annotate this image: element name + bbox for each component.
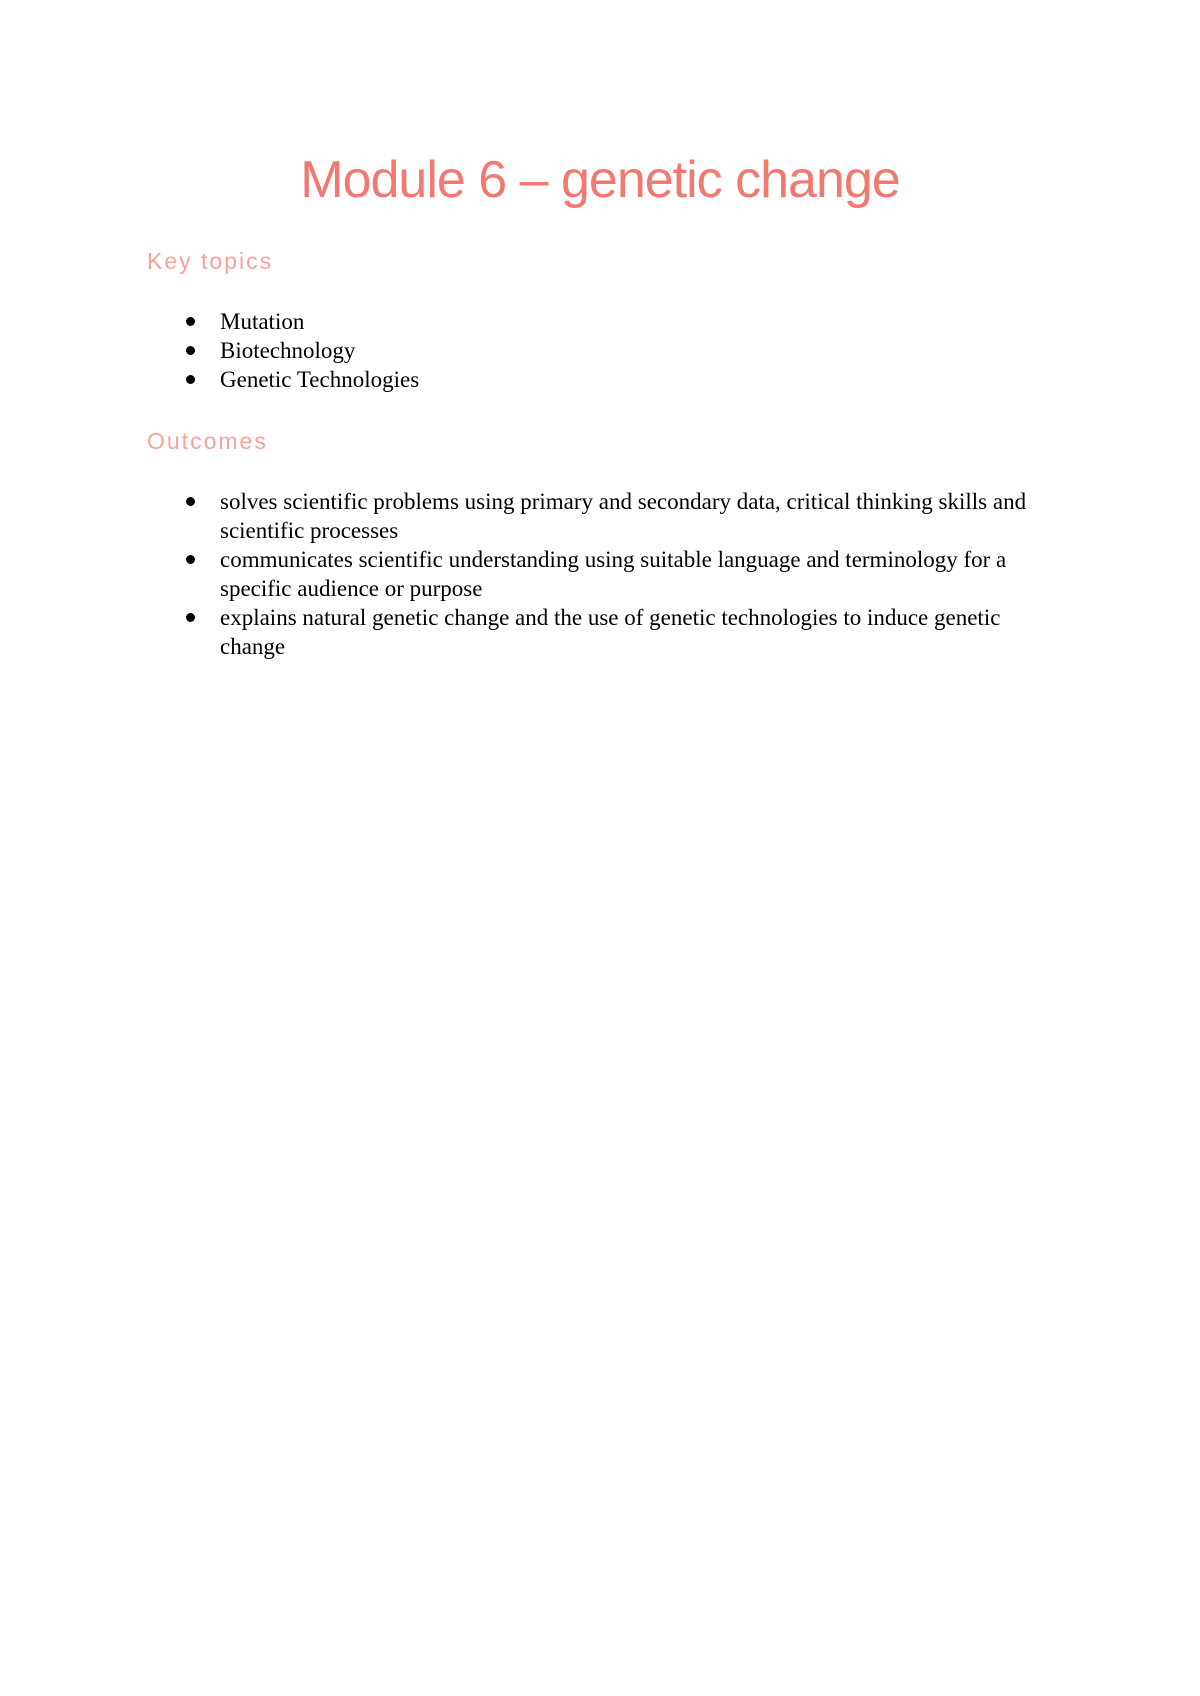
bullet-icon xyxy=(186,317,195,326)
list-item xyxy=(0,487,1060,545)
list-item xyxy=(0,365,1055,394)
bullet-icon xyxy=(186,613,195,622)
bullet-icon xyxy=(186,346,195,355)
key-topics-heading: Key topics xyxy=(147,248,274,274)
list-item-text: solves scientific problems using primary and secondary data, critical thinking skills and scientific processes xyxy=(220,489,1027,543)
list-item-text: explains natural genetic change and the use of genetic technologies to induce genetic change xyxy=(220,605,1001,659)
list-item-text: Biotechnology xyxy=(220,338,356,363)
bullet-icon xyxy=(186,497,195,506)
outcomes-heading: Outcomes xyxy=(147,428,268,454)
list-item-text: Mutation xyxy=(220,309,305,334)
list-item xyxy=(0,545,1060,603)
list-item xyxy=(0,307,1055,336)
page-title: Module 6 – genetic change xyxy=(300,151,900,209)
outcomes-list xyxy=(0,487,1060,661)
bullet-icon xyxy=(186,555,195,564)
list-item xyxy=(0,603,1060,661)
list-item-text: communicates scientific understanding using suitable language and terminology for a specific audience or purpose xyxy=(220,547,1007,601)
list-item-text: Genetic Technologies xyxy=(220,367,420,392)
bullet-icon xyxy=(186,375,195,384)
list-item xyxy=(0,336,1055,365)
key-topics-list xyxy=(0,307,1055,394)
